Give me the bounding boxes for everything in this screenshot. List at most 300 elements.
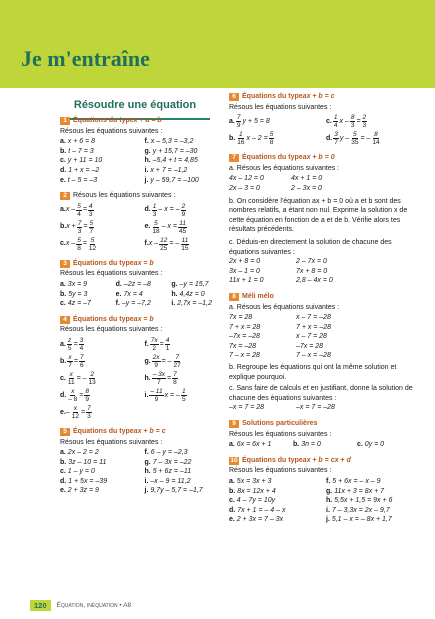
numerator: 5 [353,131,357,139]
fraction [150,337,159,352]
equation-item [326,113,419,130]
exercise-8c-text: c. Sans faire de calculs et en justifiant, donne la solution de chacune des équations suivantes : [229,385,413,402]
exercise-8c-items [229,403,359,413]
numerator: 5 [77,202,81,210]
exercise-2-items [60,202,225,253]
denominator: 7 [68,361,72,369]
fraction [88,237,97,252]
equation-item: 4x + 1 = 0 [291,175,323,183]
denominator: 3 [362,122,367,130]
numerator: 7 [175,353,179,361]
equation-text: y + 15,7 = –30 [152,147,198,155]
numerator: 11 [181,236,189,244]
section-title: Résoudre une équation [73,99,197,111]
equation-item [60,370,141,387]
fraction [152,371,166,386]
item-letter: d. [60,391,67,399]
equation-part: – [65,408,70,416]
equation-part: y + 5 = 8 [242,117,270,125]
equation-item [326,487,419,497]
item-letter: f. [144,340,149,348]
numerator: 8 [350,114,355,122]
item-letter: a. [60,340,66,348]
denominator: 4 [77,210,81,218]
equation-text: 0y = 0 [364,441,385,449]
equation-part: x – [148,240,159,248]
fraction [79,354,85,369]
item-letter: f. [144,240,149,248]
equation-text: –x – 9 = 11,2 [150,477,191,485]
fraction [151,220,160,235]
equation-item [60,299,114,309]
equation-item [145,353,226,370]
exercise-4: 4 Équations du type ax = b Résous les équations suivantes : a. $\frac{z}{5}$ = $\frac{3}{4}$ f. $\frac{7x}{2}$ = $\frac{4}{1}$ b. $\frac{x}{7}$ = $\frac{7}{6}$ g. $\frac{2x}{9}$ = – $\frac{7}{27}$ c. $\frac{x}{11}$ = – $\frac{2}{13}$ h. $\frac{- 3x}{7}$ = $\frac{7}{8}$ d. $\frac{x}{- 8}$ = $\frac{8}{9}$ i. $\frac{- 11}{9}$ x = – $\frac{1}{5}$ e. – $\frac{x}{12}$ = $\frac{7}{3}$ [60,315,225,421]
equation-text: 5 + 6x = – x – 9 [332,478,381,485]
exercise-7b-text: b. On considère l'équation ax + b = 0 où a et b sont des nombres relatifs, a étant non nul. Exprime la solution x de cette équation en fonction de a et de b. Vérifie alors tes résultats précédents. [229,197,408,234]
header-band [0,0,435,88]
equation-item [229,113,322,130]
item-letter: h. [171,290,178,298]
numerator: 7 [236,114,241,122]
exercise-6-items [229,113,419,147]
equation-part: – x = [161,223,177,231]
numerator: 7 [77,219,82,227]
equation-item [229,487,322,497]
fraction [149,388,163,403]
equation-item [60,404,141,421]
equation-text: 4z = –7 [67,300,91,308]
equation-item: 2 – 3x = 0 [291,184,322,192]
equation-item [229,515,322,525]
denominator: 7 [157,378,161,386]
equation-item: 7x + 8 = 0 [296,267,328,275]
equation-part: x – [339,117,349,125]
equation-item [60,467,141,477]
numerator: 2 [90,370,94,378]
equation-item [145,137,226,147]
equation-part: y – [339,134,350,142]
numerator: 1 [333,114,338,122]
item-letter: c. [60,468,66,476]
denominator: 8 [269,139,274,147]
item-letter: b. [229,134,236,142]
denominator: 6 [79,361,84,369]
exercise-7c-text: c. Déduis-en directement la solution de chacune des équations suivantes : [229,238,392,256]
numerator: 1 [152,202,157,210]
equation-item: 7x = –28 [229,342,257,350]
left-column [60,110,225,496]
equation-text: 3x = 9 [67,280,88,288]
fraction [362,114,368,129]
item-letter: c. [357,441,363,449]
equation-item [145,219,226,236]
numerator: 5 [269,131,274,139]
fraction [350,114,356,129]
item-letter: d. [60,166,67,174]
item-letter: a. [60,138,66,146]
fraction [84,388,90,403]
fraction [181,388,187,403]
item-letter: b. [60,223,67,231]
equation-item [145,202,226,219]
equation-part: = [73,357,78,365]
item-letter: a. [60,280,66,288]
equation-item [326,496,419,506]
equation-text: 6 – y = –2,3 [150,449,188,457]
equation-part: = – [161,357,172,365]
fraction [88,203,94,218]
equation-item [145,166,226,176]
exercise-8a-items [229,313,359,361]
equation-item: 2x – 3 = 0 [229,184,260,192]
equation-item [229,477,322,487]
equation-item: 2,8 – 4x = 0 [296,277,333,285]
fraction [152,354,161,369]
equation-part: = [356,117,361,125]
equation-item [60,486,141,496]
equation-item [60,458,141,468]
numerator: 3 [334,131,338,139]
denominator: 45 [178,227,187,235]
equation-item [145,448,226,458]
denominator: 5 [67,344,72,352]
denominator: 13 [88,378,96,386]
item-letter: h. [144,468,151,476]
item-letter: j. [144,176,149,184]
denominator: 16 [237,139,245,147]
numerator: x [73,404,77,412]
denominator: 5 [181,395,186,403]
exercise-number: 9 [229,420,239,428]
equation-item: –x = 7 = 28 [229,404,265,412]
item-letter: h. [326,497,333,505]
item-letter: h. [144,157,151,165]
equation-item [145,467,226,477]
item-letter: j. [326,516,330,524]
equation-item: x – 7 = 28 [296,333,327,341]
item-letter: a. [229,441,235,449]
equation-item [60,176,141,186]
equation-item [145,236,226,253]
equation-item [145,458,226,468]
numerator: 5 [89,219,94,227]
equation-part: = [79,391,84,399]
denominator: 12 [88,244,97,252]
equation-item [60,290,114,300]
item-letter: a. [229,117,235,125]
numerator: 3 [79,336,84,344]
exercise-8b-text: b. Regroupe les équations qui ont la même solution et explique pourquoi. [229,364,397,381]
equation-item [60,336,141,353]
equation-item [60,387,141,404]
fraction [88,371,97,386]
numerator: 7 [79,353,84,361]
exercise-9-items [229,440,419,450]
denominator: 11 [67,378,75,386]
numerator: x [69,370,73,378]
fraction [165,337,171,352]
equation-item: 11x + 1 = 0 [229,277,264,285]
equation-part: = – [360,134,371,142]
denominator: 9 [85,395,89,403]
exercise-number: 6 [229,93,239,101]
chapter-label: Équation, inéquation • A8 [56,601,132,609]
item-letter: f. [144,449,149,457]
exercise-3-items [60,280,225,309]
equation-item: 7 – x = –28 [296,352,331,360]
denominator: 8 [77,244,81,252]
fraction [236,114,242,129]
equation-text: 1 + 5x = –39 [68,477,108,485]
equation-part: = [83,223,88,231]
item-letter: g. [144,357,151,365]
item-letter: h. [144,374,151,382]
exercise-number: 3 [60,260,70,268]
item-letter: d. [326,134,333,142]
equation-text: 2 + 3x = 7 – 3x [236,516,284,524]
equation-text: –y = 15,7 [179,280,209,288]
equation-text: 4 – 7y = 10y [236,497,276,505]
numerator: 1 [181,387,186,395]
fraction [71,405,80,420]
equation-item: –7x = 28 [296,342,324,350]
denominator: 9 [236,122,241,130]
exercise-8: 8 Méli mélo a. Résous les équations suivantes : 7x = 28 x – 7 = –28 7 + x = 28 7 + x = –28 –7x = –28 x – 7 = 28 7x = –28 –7x = 28 7 – x = 28 7 – x = –28 b. Regroupe les équations qui ont la même solution et explique pourquoi. c. Sans faire de calculs et en justifiant, donne la solution de chacune des équations suivantes : –x = 7 = 28 –x = 7 = –28 [229,292,419,413]
equation-item: 7x = 28 [229,314,253,322]
equation-item [60,156,141,166]
equation-item [60,202,141,219]
denominator: 1 [165,344,170,352]
equation-item [171,299,225,309]
exercise-7a-items [229,174,349,193]
equation-item [145,176,226,186]
equation-item: –x = 7 = –28 [296,404,335,412]
exercise-4-items [60,336,225,421]
fraction [371,131,380,146]
equation-item: 7 – x = 28 [229,352,260,360]
equation-text: y + 11 = 10 [67,157,103,165]
equation-item [229,440,291,450]
fraction [67,337,73,352]
item-letter: i. [326,506,330,514]
exercise-5: 5 Équations du type ax + b = c Résous les équations suivantes : a. 2x – 2 = 2 f. 6 – y = –2,3 b. 3z – 10 = 11 g. 7 – 3x = –22 c. 1 – y = 0 h. 5 + 6z = –11 d. 1 + 5x = –39 i. –x – 9 = 11,2 e. 2 + 3z = 9 j. 9,7y – 5,7 = –1,7 [60,427,225,496]
numerator: 11 [179,219,186,227]
equation-text: 7x = 4 [123,290,143,298]
numerator: – 11 [150,387,163,395]
item-letter: d. [229,506,236,514]
equation-text: 1 – y = 0 [67,468,95,476]
denominator: 9 [154,361,158,369]
fraction [67,354,73,369]
exercise-number: 4 [60,316,70,324]
fraction [77,220,83,235]
fraction [236,131,245,146]
equation-part: = [82,206,87,214]
fraction [350,131,359,146]
item-letter: c. [229,497,235,505]
item-letter: c. [60,300,66,308]
equation-item [60,137,141,147]
item-letter: d. [60,477,67,485]
equation-part: x – [65,240,76,248]
equation-text: –y = –7,2 [121,300,151,308]
equation-item: 2 – 7x = 0 [296,258,327,266]
numerator: 2 [362,114,367,122]
denominator: 3 [77,227,82,235]
fraction [333,114,339,129]
numerator: 4 [165,336,170,344]
item-letter: g. [144,147,151,155]
numerator: 1 [239,131,243,139]
fraction [152,203,158,218]
numerator: 2x [152,353,160,361]
equation-text: y – 59,7 = –100 [150,176,199,184]
exercise-number: 5 [60,428,70,436]
equation-text: 3n = 0 [301,441,321,449]
fraction [173,354,182,369]
item-letter: d. [115,280,122,288]
exercise-2: 2 Résous les équations suivantes : a. x – $\frac{5}{4}$ = $\frac{4}{3}$ d. $\frac{1}{3}$ – x = – $\frac{2}{9}$ b. x + $\frac{7}{3}$ = $\frac{5}{7}$ e. $\frac{5}{18}$ – x = $\frac{11}{45}$ c. x – $\frac{5}{8}$ = $\frac{5}{12}$ f. x – $\frac{12}{25}$ = – $\frac{11}{15}$ [60,191,225,253]
item-letter: j. [144,487,149,495]
denominator: 25 [160,244,168,252]
exercise-9: 9 Solutions particulières Résous les équations suivantes : a. 6x = 6x + 1 b. 3n = 0 c. 0y = 0 [229,419,419,450]
equation-text: 2,7x = –1,2 [177,300,213,308]
item-letter: i. [144,477,149,485]
equation-text: 5y = 3 [68,290,88,298]
equation-part: = [73,340,78,348]
item-letter: e. [115,290,122,298]
numerator: 7 [87,404,91,412]
equation-item [60,353,141,370]
item-letter: c. [326,117,332,125]
exercise-7: 7 Équations du type ax + b = 0 a. Résous les équations suivantes : 4x – 12 = 0 4x + 1 = 0 2x – 3 = 0 2 – 3x = 0 b. On considère l'équation ax + b = 0 où a et b sont des nombres relatifs, a étant non nul. Exprime la solution x de cette équation en fonction de a et de b. Vérifie alors tes résultats précédents. c. Déduis-en directement la solution de chacune des équations suivantes : 2x + 8 = 0 2 – 7x = 0 3x – 1 = 0 7x + 8 = 0 11x + 1 = 0 2,8 – 4x = 0 [229,153,419,286]
denominator: 14 [372,139,380,147]
equation-text: 7 – 3,3x = 2x – 9,7 [331,506,390,514]
item-letter: e. [60,487,66,495]
equation-item [116,290,170,300]
equation-part: – x = – [158,206,180,214]
exercise-7c-items [229,257,359,286]
fraction [269,131,275,146]
equation-item [326,515,419,525]
item-letter: b. [60,357,67,365]
item-letter: i. [144,166,149,174]
exercise-number: 2 [60,192,70,200]
equation-text: 9,7y – 5,7 = –1,7 [150,487,203,495]
equation-item [229,496,322,506]
item-letter: c. [60,157,66,165]
fraction [180,237,189,252]
exercise-3: 3 Équations du type ax = b Résous les équations suivantes : a. 3x = 9 d. –2z = –8 g. –y = 15,7 b. 5y = 3 e. 7x = 4 h. 4,4z = 0 c. 4z = –7 f. –y = –7,2 i. 2,7x = –1,2 [60,259,225,309]
page-title: Je m'entraîne [21,46,150,71]
equation-text: 2x – 2 = 2 [67,449,99,457]
equation-item [326,506,419,516]
equation-text: t – 5 = –3 [67,176,98,184]
equation-part: = [80,408,86,416]
equation-item [293,440,355,450]
item-letter: a. [229,478,235,485]
equation-part: = [159,340,164,348]
equation-item: 7 + x = 28 [229,323,261,331]
denominator: 35 [351,139,359,147]
denominator: 8 [173,378,177,386]
equation-item: 7 + x = –28 [296,323,332,331]
exercise-number: 1 [60,117,70,125]
item-letter: i. [144,391,149,399]
equation-item: –7x = –28 [229,333,260,341]
exercise-1-items [60,137,225,185]
equation-item [116,280,170,290]
equation-item [60,236,141,253]
numerator: 4 [88,202,93,210]
equation-part: = – [76,374,87,382]
equation-part: = [167,374,172,382]
item-letter: d. [144,206,151,214]
equation-item [229,130,322,147]
equation-text: 6x = 6x + 1 [236,441,272,449]
numerator: – 3x [152,370,166,378]
equation-item [60,448,141,458]
exercise-number: 10 [230,456,238,464]
fraction [76,237,82,252]
equation-text: 5x = 3x + 3 [236,478,272,485]
equation-item: 2x + 8 = 0 [229,258,261,266]
equation-item [145,147,226,157]
equation-item: 4x – 12 = 0 [229,175,264,183]
equation-item [116,299,170,309]
equation-part: x + [66,223,76,231]
denominator: 18 [152,227,160,235]
exercise-6: 6 Équations du type ax + b = c Résous les équations suivantes : a. $\frac{7}{9}$ y + 5 = 8 c. $\frac{1}{4}$ x – $\frac{8}{3}$ = $\frac{2}{3}$ b. $\frac{1}{16}$ x – 2 = $\frac{5}{8}$ d. $\frac{3}{7}$ y – $\frac{5}{35}$ = – $\frac{8}{14}$ [229,92,419,147]
equation-part: = – [169,240,180,248]
denominator: 3 [88,210,93,218]
item-letter: e. [60,176,66,184]
numerator: 5 [77,236,81,244]
equation-text: –2z = –8 [123,280,151,288]
item-letter: a. [60,206,66,214]
denominator: – 8 [68,395,78,403]
equation-item [60,280,114,290]
page-number: 120 [30,600,51,611]
item-letter: b. [293,441,300,449]
fraction [76,203,82,218]
equation-part: x – 2 = [246,134,268,142]
item-letter: g. [171,280,178,288]
numerator: 8 [85,387,89,395]
fraction [67,388,78,403]
denominator: 15 [181,244,189,252]
item-letter: e. [144,223,151,231]
equation-item [326,477,419,487]
equation-text: 2 + 3z = 9 [67,487,99,495]
exercise-10-items [229,477,419,525]
equation-item [145,477,226,487]
item-letter: f. [326,478,331,485]
equation-part: x = – [164,391,180,399]
equation-item: 3x – 1 = 0 [229,267,260,275]
fraction [89,220,95,235]
denominator: 3 [350,122,355,130]
equation-text: 7 – 3x = –22 [152,458,192,466]
equation-item [357,440,419,450]
equation-item [145,336,226,353]
numerator: 12 [160,236,168,244]
equation-item [229,506,322,516]
equation-item [60,477,141,487]
item-letter: a. [60,449,66,457]
equation-text: 5 + 6z = –11 [152,468,192,476]
equation-item [145,387,226,404]
